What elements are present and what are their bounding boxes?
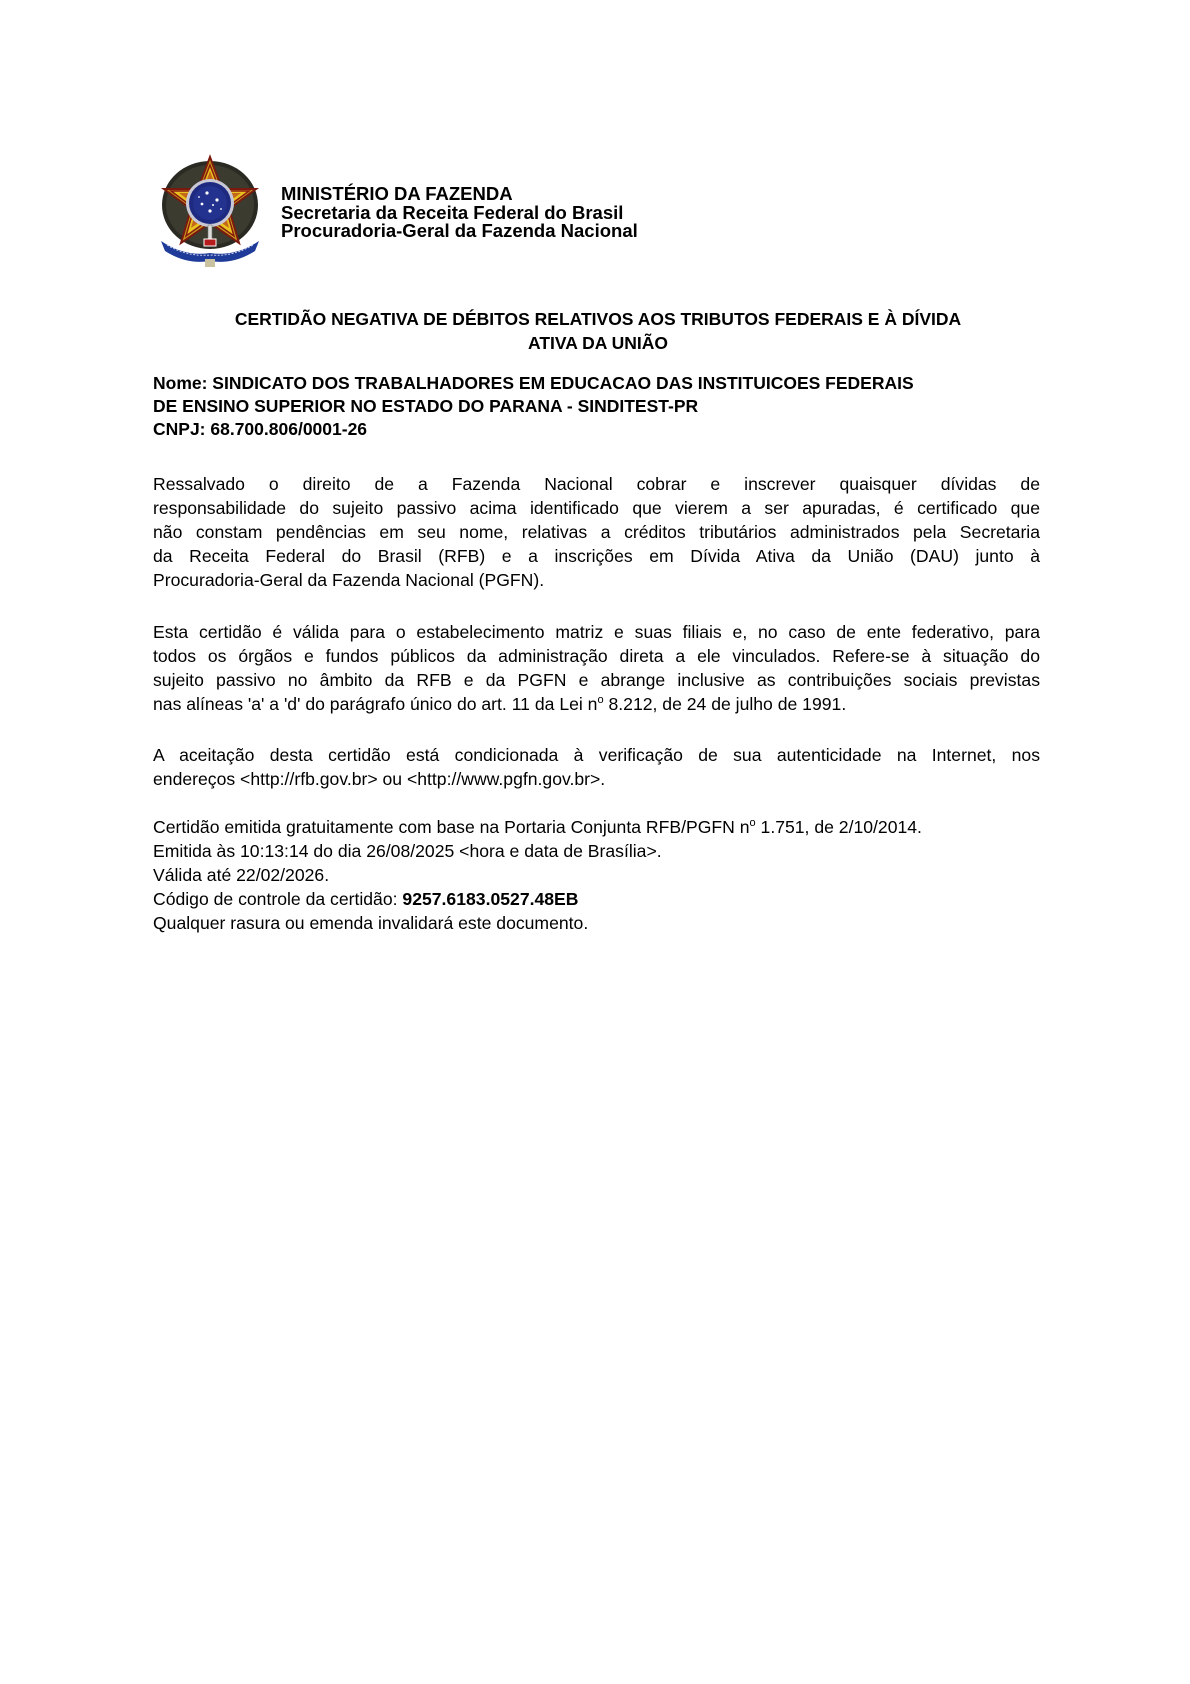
- ordinal-superscript: o: [749, 817, 756, 829]
- control-code: [153, 887, 1040, 911]
- brazil-coat-of-arms-icon: [155, 153, 265, 268]
- taxpayer-identification: [153, 372, 1053, 441]
- taxpayer-name-line-1: Nome: SINDICATO DOS TRABALHADORES EM EDUCACAO DAS INSTITUICOES FEDERAIS: [153, 373, 914, 393]
- certificate-title: [153, 307, 1043, 355]
- control-code-value: 9257.6183.0527.48EB: [402, 889, 579, 909]
- paragraph-authenticity: [153, 743, 1040, 791]
- issuing-authority: [281, 185, 638, 241]
- issuance-basis-text: Certidão emitida gratuitamente com base na Portaria Conjunta RFB/PGFN n: [153, 817, 750, 837]
- text-line: Ressalvado o direito de a Fazenda Nacional cobrar e inscrever quaisquer dívidas de: [153, 474, 1040, 494]
- taxpayer-cnpj: CNPJ: 68.700.806/0001-26: [153, 419, 368, 439]
- title-line-1: CERTIDÃO NEGATIVA DE DÉBITOS RELATIVOS AOS TRIBUTOS FEDERAIS E À DÍVIDA: [234, 309, 962, 329]
- title-line-2: ATIVA DA UNIÃO: [528, 333, 668, 353]
- text-line: responsabilidade do sujeito passivo acima identificado que vierem a ser apuradas, é certificado que: [153, 498, 1040, 518]
- ministry-name: MINISTÉRIO DA FAZENDA: [281, 183, 513, 204]
- attorney-office-name: Procuradoria-Geral da Fazenda Nacional: [281, 220, 638, 241]
- issued-at: Emitida às 10:13:14 do dia 26/08/2025 <hora e data de Brasília>.: [153, 841, 662, 861]
- document-header: [155, 153, 715, 268]
- text-line: todos os órgãos e fundos públicos da administração direta a ele vinculados. Refere-se à situação do: [153, 646, 1040, 666]
- control-code-label: Código de controle da certidão:: [153, 889, 403, 909]
- text-line: A aceitação desta certidão está condicionada à verificação de sua autenticidade na Internet, nos: [153, 745, 1040, 765]
- verification-urls: endereços <http://rfb.gov.br> ou <http://www.pgfn.gov.br>.: [153, 769, 606, 789]
- secretariat-name: Secretaria da Receita Federal do Brasil: [281, 201, 624, 223]
- text-line: [153, 692, 1040, 716]
- tamper-warning: Qualquer rasura ou emenda invalidará este documento.: [153, 913, 589, 933]
- valid-until: Válida até 22/02/2026.: [153, 865, 330, 885]
- law-reference-number: 8.212, de 24 de julho de 1991.: [603, 694, 847, 714]
- paragraph-certification: [153, 472, 1040, 592]
- text-line: não constam pendências em seu nome, relativas a créditos tributários administrados pela Secretaria: [153, 522, 1040, 542]
- text-line: Esta certidão é válida para o estabelecimento matriz e suas filiais e, no caso de ente federativo, para: [153, 622, 1040, 642]
- issuance-details: [153, 815, 1040, 935]
- text-line: Procuradoria-Geral da Fazenda Nacional (PGFN).: [153, 570, 545, 590]
- text-line: da Receita Federal do Brasil (RFB) e a inscrições em Dívida Ativa da União (DAU) junto à: [153, 546, 1040, 566]
- ordinal-superscript: o: [597, 694, 604, 706]
- taxpayer-name-line-2: DE ENSINO SUPERIOR NO ESTADO DO PARANA - SINDITEST-PR: [153, 396, 699, 416]
- issuance-basis: [153, 815, 1040, 839]
- ordinance-number: 1.751, de 2/10/2014.: [755, 817, 922, 837]
- law-reference-text: nas alíneas 'a' a 'd' do parágrafo único do art. 11 da Lei n: [153, 694, 598, 714]
- text-line: sujeito passivo no âmbito da RFB e da PGFN e abrange inclusive as contribuições sociais previstas: [153, 670, 1040, 690]
- paragraph-validity-scope: [153, 620, 1040, 716]
